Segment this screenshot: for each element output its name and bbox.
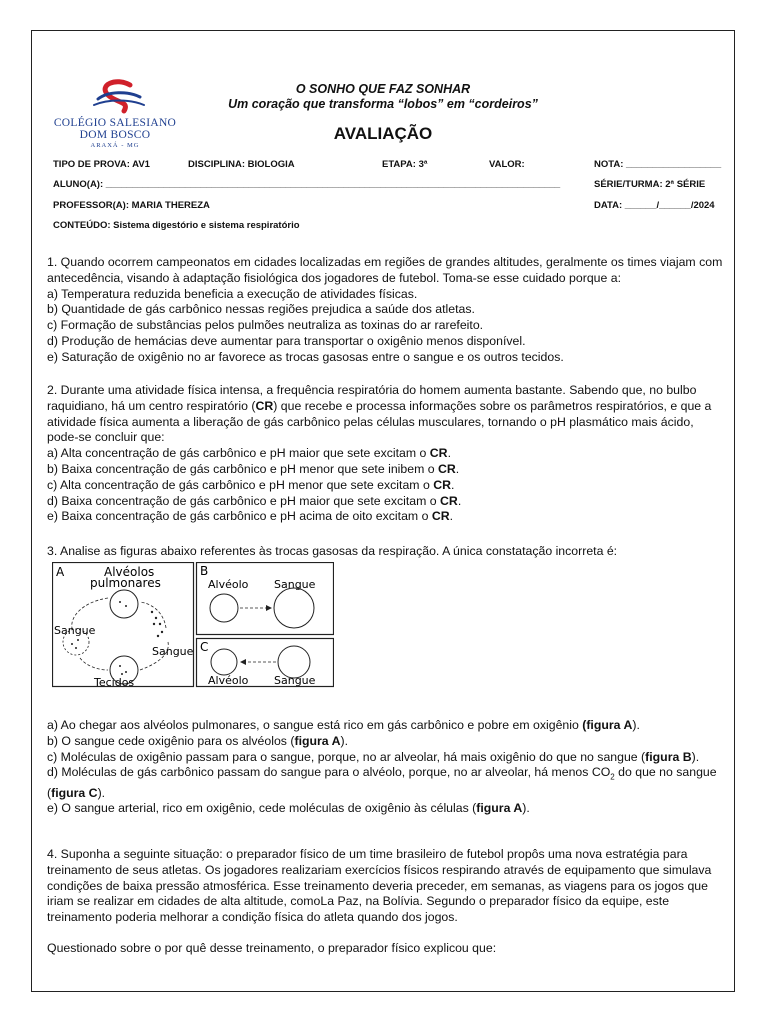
q2-c-end: .	[450, 477, 455, 492]
label-alveolos: Alvéolos	[104, 565, 155, 579]
sangue-b-circle	[274, 588, 314, 628]
q2-option-c[interactable]	[47, 478, 727, 494]
aluno-field[interactable]: ALUNO(A): ______________________________________________________________________________________	[53, 179, 561, 190]
q2-b-text: b) Baixa concentração de gás carbônico e pH menor que sete inibem o	[47, 461, 438, 476]
q2-b-cr: CR	[438, 461, 456, 476]
q1-option-a[interactable]: a) Temperatura reduzida beneficia a execução de atividades físicas.	[47, 286, 418, 301]
q1-option-e[interactable]: e) Saturação de oxigênio no ar favorece as trocas gasosas entre o sangue e os outros tecidos.	[47, 349, 564, 364]
q3-d-text: d) Moléculas de gás carbônico passam do sangue para o alvéolo, porque, no ar alveolar, há menos CO	[47, 765, 611, 780]
q3-b-bold: figura A	[294, 733, 341, 748]
data-field[interactable]: DATA: ______/______/2024	[594, 200, 715, 211]
q2-c-cr: CR	[433, 477, 451, 492]
q3-d-end: ).	[97, 785, 106, 800]
q3-c-text: c) Moléculas de oxigênio passam para o sangue, porque, no ar alveolar, há mais oxigênio do que no sangue (	[47, 749, 646, 764]
q2-e-end: .	[449, 509, 454, 524]
q2-e-cr: CR	[431, 509, 450, 524]
q3-a-text: a) Ao chegar aos alvéolos pulmonares, o sangue está rico em gás carbônico e pobre em oxigênio	[47, 718, 583, 732]
disciplina: DISCIPLINA: BIOLOGIA	[188, 159, 295, 170]
label-pulmonares: pulmonares	[90, 576, 161, 590]
q4-follow: Questionado sobre o por quê desse treinamento, o preparador físico explicou que:	[47, 940, 497, 955]
motto-line2: Um coração que transforma “lobos” em “cordeiros”	[228, 97, 538, 111]
q2-option-b[interactable]	[47, 462, 727, 478]
q3-option-c[interactable]	[47, 750, 727, 766]
arrow-a2	[80, 658, 108, 670]
q2-b-end: .	[455, 461, 460, 476]
question-3-stem	[47, 544, 727, 560]
q1-option-b[interactable]: b) Quantidade de gás carbônico nessas regiões prejudica a saúde dos atletas.	[47, 302, 475, 317]
alveolos-circle	[110, 590, 138, 618]
gas-exchange-figure	[52, 562, 334, 688]
label-sangue-b: Sangue	[274, 578, 316, 591]
q2-stem-part1: 2. Durante uma atividade física intensa, a frequência respiratória do homem aumenta bastante. Sabendo que, no bulbo raquidiano, há um centro respiratório (	[47, 383, 697, 413]
label-tecidos: Tecidos	[94, 676, 135, 688]
q2-a-text: a) Alta concentração de gás carbônico e pH maior que sete excitam o	[47, 446, 430, 461]
panel-c-label: C	[200, 640, 209, 654]
q3-option-a[interactable]	[47, 718, 727, 734]
panel-a-label: A	[56, 565, 65, 579]
conteudo: CONTEÚDO: Sistema digestório e sistema respiratório	[53, 220, 300, 231]
tipo-prova: TIPO DE PROVA: AV1	[53, 159, 150, 170]
q2-d-cr: CR	[440, 493, 458, 508]
q2-e-text: e) Baixa concentração de gás carbônico e pH acima de oito excitam o	[47, 509, 432, 524]
q3-c-end: ).	[691, 749, 700, 764]
q3-a-bold: (figura A	[582, 718, 633, 732]
q2-cr: CR	[255, 398, 274, 413]
etapa: ETAPA: 3ª	[382, 159, 428, 170]
q2-a-end: .	[447, 446, 451, 461]
alveolo-b-circle	[210, 594, 238, 622]
nota-field[interactable]: NOTA: __________________	[594, 159, 722, 170]
q3-option-b[interactable]	[47, 734, 727, 750]
question-3-options	[47, 718, 727, 817]
exam-page	[31, 30, 735, 992]
q3-option-e[interactable]	[47, 801, 727, 817]
q1-stem: 1. Quando ocorrem campeonatos em cidades localizadas em regiões de grandes altitudes, geralmente os times viajam com antecedência, visando à adaptação fisiológica dos jogadores de futebol. Toma-se esse cuidado porque a:	[47, 255, 723, 285]
q2-stem-part2: ) que recebe e processa informações sobre os parâmetros respiratórios, e que a atividade física aumenta a liberação de gás carbônico pelas células musculares, tornando o pH plasmático mais ácido, pode-se concluir que:	[47, 398, 712, 445]
question-4	[47, 847, 727, 957]
panel-b-label: B	[200, 564, 209, 578]
page-title: AVALIAÇÃO	[333, 124, 433, 143]
label-alveolo-c: Alvéolo	[208, 674, 249, 687]
q2-stem	[47, 383, 727, 446]
motto-line1: O SONHO QUE FAZ SONHAR	[295, 82, 471, 96]
q3-d-bold: figura C	[51, 785, 98, 800]
question-1	[47, 255, 727, 366]
q2-a-cr: CR	[429, 446, 448, 461]
q3-e-text: e) O sangue arterial, rico em oxigênio, cede moléculas de oxigênio às células (	[47, 801, 477, 816]
q3-option-d[interactable]	[47, 765, 727, 801]
school-name-line1: COLÉGIO SALESIANO	[53, 117, 177, 129]
panel-b-frame	[197, 563, 334, 635]
molecule-dots	[71, 601, 163, 675]
q3-stem: 3. Analise as figuras abaixo referentes às trocas gasosas da respiração. A única constatação incorreta é:	[47, 544, 618, 558]
question-2	[47, 383, 727, 525]
professor: PROFESSOR(A): MARIA THEREZA	[53, 200, 210, 211]
q4-stem: 4. Suponha a seguinte situação: o preparador físico de um time brasileiro de futebol propôs uma nova estratégia para treinamento de seus atletas. Os jogadores realizariam exercícios físicos respirando através de equipamento que simulava condições de baixa pressão atmosférica. Esse treinamento deveria preceder, em semanas, as viagens para os jogos que iriam se realizar em cidades de alta altitude, comoLa Paz, na Bolívia. Segundo o preparador físico da equipe, este treinamento poderia melhorar a condição física do atleta quando dos jogos.	[47, 847, 712, 925]
q3-b-end: ).	[340, 733, 348, 748]
serie-turma: SÉRIE/TURMA: 2ª SÉRIE	[594, 179, 706, 190]
q3-d-text2: do que no sangue (	[47, 765, 717, 800]
school-name-line2: DOM BOSCO	[79, 129, 151, 141]
q2-option-e[interactable]	[47, 509, 727, 525]
q2-option-a[interactable]	[47, 446, 727, 462]
label-sangue-c: Sangue	[274, 674, 316, 687]
q3-e-end: ).	[522, 801, 530, 816]
q3-b-text: b) O sangue cede oxigênio para os alvéolos (	[47, 733, 295, 748]
q2-option-d[interactable]	[47, 494, 727, 510]
arrow-b-head	[266, 605, 272, 611]
q2-d-end: .	[457, 493, 462, 508]
label-alveolo-b: Alvéolo	[208, 578, 249, 591]
valor: VALOR:	[489, 159, 525, 170]
arrow-c-head	[240, 659, 246, 665]
q2-d-text: d) Baixa concentração de gás carbônico e pH maior que sete excitam o	[47, 493, 441, 508]
label-sangue-left: Sangue	[54, 624, 96, 637]
q1-option-d[interactable]: d) Produção de hemácias deve aumentar para transportar o oxigênio menos disponível.	[47, 333, 526, 348]
school-city: ARAXÁ - MG	[90, 142, 140, 149]
label-sangue-right: Sangue	[152, 645, 194, 658]
alveolo-c-circle	[211, 649, 237, 675]
q2-c-text: c) Alta concentração de gás carbônico e pH menor que sete excitam o	[47, 477, 434, 492]
q3-c-bold: figura B	[645, 749, 692, 764]
q3-a-end: ).	[632, 718, 640, 732]
q3-e-bold: figura A	[476, 801, 523, 816]
q3-d-sub: 2	[610, 772, 615, 782]
q1-option-c[interactable]: c) Formação de substâncias pelos pulmões neutraliza as toxinas do ar rarefeito.	[47, 318, 484, 333]
